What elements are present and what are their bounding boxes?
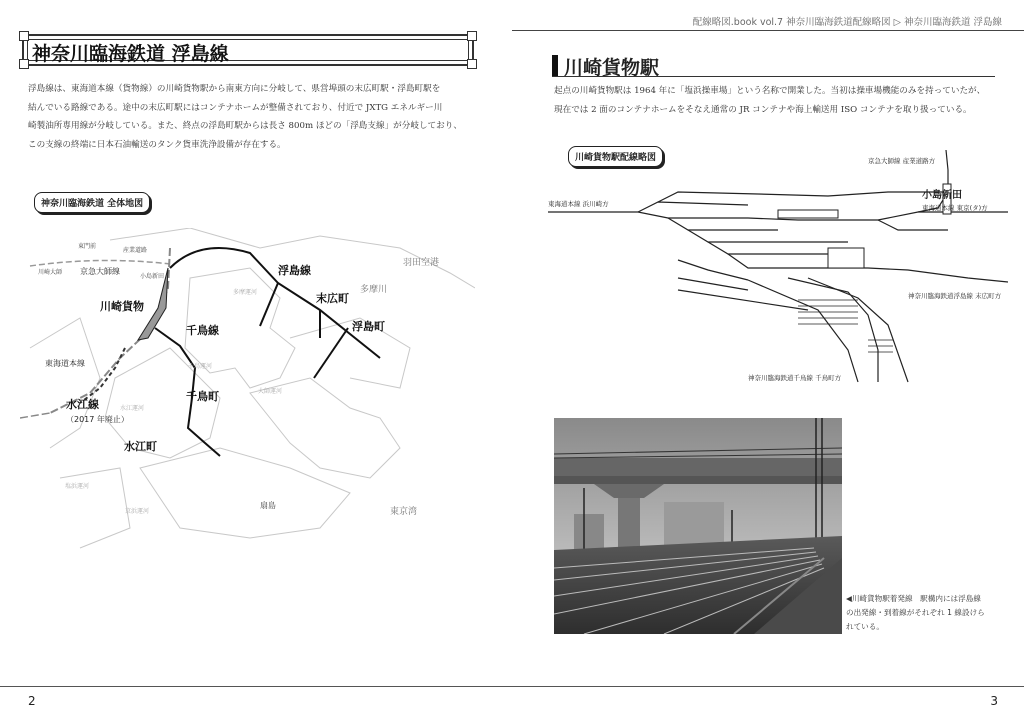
right-page	[512, 0, 1024, 723]
header-rule	[512, 30, 1024, 31]
frame-corner	[19, 31, 29, 41]
diagram-label-text: 京急大師線 産業道路方	[868, 157, 936, 165]
photo-caption	[846, 592, 985, 634]
place-label: 水江線	[66, 398, 99, 411]
diagram-label-text: 神奈川臨海鉄道千鳥線 千鳥町方	[748, 374, 842, 382]
coastline	[30, 228, 475, 548]
footer-rule	[0, 686, 1024, 687]
paragraph-line: 結んでいる路線である。途中の末広町駅にはコンテナホームが整備されており、付近で JXTG エネルギー川	[28, 102, 443, 113]
station-label: 産業道路	[123, 247, 148, 254]
page-title-frame	[22, 34, 474, 66]
running-head: 配線略図.book vol.7 神奈川臨海鉄道配線略図 ▷ 神奈川臨海鉄道 浮島線	[692, 17, 1002, 28]
section-rule	[552, 76, 995, 77]
station-name: 小島新田	[922, 190, 962, 201]
place-label: 末広町	[316, 292, 349, 305]
station-label: 小島新田	[140, 273, 165, 280]
overpass-deck	[554, 458, 842, 476]
water-label: 東京湾	[390, 507, 418, 517]
canal-label: 千鳥運河	[188, 363, 213, 370]
place-label: 浮島町	[352, 320, 385, 333]
line-labels	[45, 266, 120, 368]
platform	[778, 210, 838, 218]
place-labels	[66, 263, 388, 510]
page-number: 3	[990, 694, 998, 708]
heading-bar	[552, 55, 558, 77]
canal-label: 多摩運河	[233, 289, 258, 296]
line-label: 東海道本線	[45, 359, 85, 368]
canal-label: 水江運河	[120, 405, 145, 412]
building	[574, 514, 604, 550]
water-labels	[360, 256, 439, 517]
caption-line: ◀川崎貨物駅着発線 駅構内には浮島線	[846, 594, 981, 603]
track-lines	[548, 150, 1008, 382]
station-photo	[554, 418, 842, 634]
station-label: 川崎大師	[38, 269, 63, 276]
frame-corner	[467, 59, 477, 69]
intro-paragraph	[28, 80, 462, 154]
diagram-label-text: 東海道本線 東京(タ)方	[922, 204, 988, 212]
platform	[828, 248, 864, 268]
diagram-label: 川崎貨物駅配線略図	[568, 146, 663, 167]
place-label: 浮島線	[278, 264, 311, 277]
section-paragraph	[554, 82, 985, 119]
water-label: 羽田空港	[403, 258, 440, 268]
paragraph-line: この支線の終端に日本石油輸送のタンク貨車洗浄設備が存在する。	[28, 139, 286, 150]
paragraph-line: 現在では 2 面のコンテナホームをそなえ通常の JR コンテナや海上輸送用 ISO コンテナを取り扱っている。	[554, 104, 972, 115]
place-label: 川崎貨物	[100, 300, 144, 313]
line-label: 京急大師線	[80, 267, 120, 276]
diagram-labels	[548, 156, 1002, 382]
diagram-label-text: 東海道本線 浜川崎方	[548, 200, 609, 208]
tokaido-line	[20, 413, 50, 418]
canal-label: 大師運河	[258, 388, 283, 395]
paragraph-line: 浮島線は、東海道本線（貨物線）の川崎貨物駅から南東方向に分岐して、県営埠頭の末広町駅・浮島町駅を	[28, 84, 441, 94]
water-label: 多摩川	[360, 285, 388, 295]
place-label: 扇島	[260, 501, 276, 510]
canal-label: 京浜運河	[125, 508, 150, 515]
paragraph-line: 崎製油所専用線が分岐している。また、終点の浮島町駅からは長さ 800m ほどの「浮島支線」が分岐しており、	[28, 121, 462, 131]
caption-line: れている。	[846, 622, 884, 631]
ukishima-branch	[260, 283, 278, 326]
keikyu-line	[30, 260, 170, 266]
map-label: 神奈川臨海鉄道 全体地図	[34, 192, 150, 213]
place-label: 千鳥線	[186, 324, 219, 337]
small-labels	[38, 242, 282, 515]
station-label: 東門前	[78, 243, 97, 250]
overpass-beam	[554, 476, 842, 484]
building	[664, 502, 724, 546]
track-diagram	[548, 150, 1008, 390]
page-number: 2	[28, 694, 36, 708]
section-title: 川崎貨物駅	[564, 57, 660, 79]
frame-corner	[467, 31, 477, 41]
paragraph-line: 起点の川崎貨物駅は 1964 年に「塩浜操車場」という名称で開業した。当初は操車場機能のみを持っていたが、	[554, 86, 986, 96]
closed-note: （2017 年廃止）	[66, 415, 129, 424]
overview-map	[20, 228, 475, 558]
frame-corner	[19, 59, 29, 69]
diagram-label-text: 神奈川臨海鉄道浮島線 末広町方	[908, 292, 1002, 300]
place-label: 水江町	[124, 440, 157, 453]
place-label: 千鳥町	[186, 390, 219, 403]
canal-label: 塩浜運河	[65, 483, 90, 490]
caption-line: の出発線・到着線がそれぞれ 1 線設けら	[846, 608, 985, 617]
page-title: 神奈川臨海鉄道 浮島線	[32, 43, 229, 65]
